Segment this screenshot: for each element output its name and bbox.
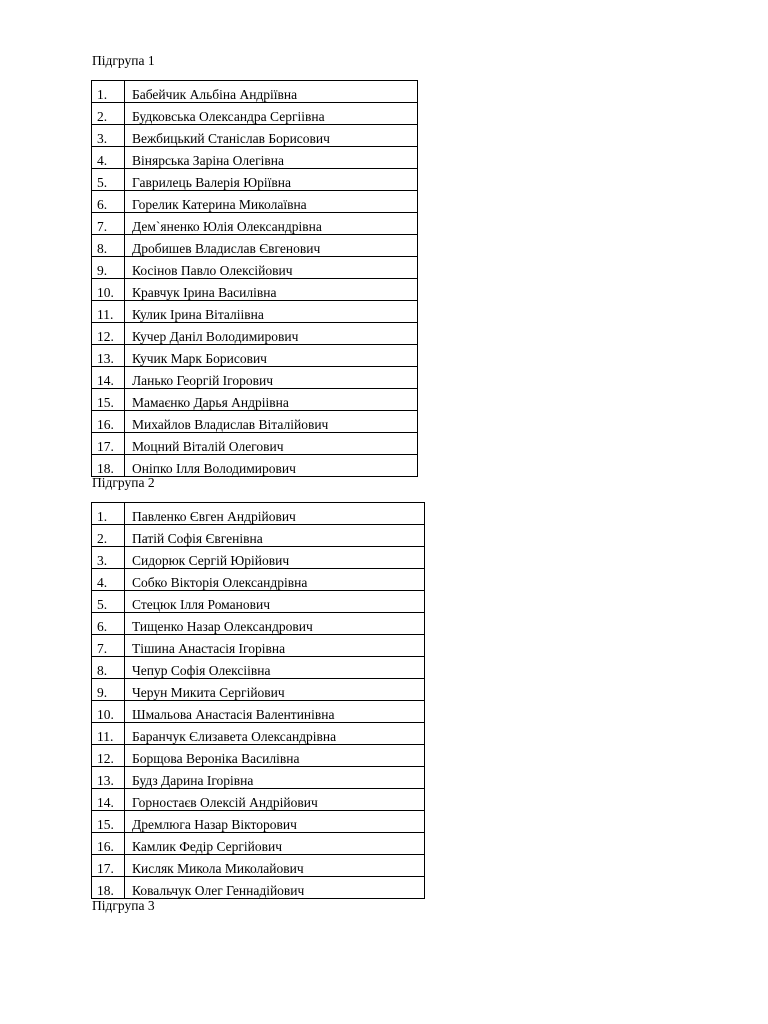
student-name: Мамаєнко Дарья Андріівна xyxy=(125,389,418,411)
row-number: 9. xyxy=(92,257,125,279)
row-number: 4. xyxy=(92,569,125,591)
table-row xyxy=(92,169,418,191)
student-name: Тищенко Назар Олександрович xyxy=(125,613,425,635)
student-name: Стецюк Ілля Романович xyxy=(125,591,425,613)
row-number: 14. xyxy=(92,789,125,811)
student-name: Кулик Ірина Віталіівна xyxy=(125,301,418,323)
table-row xyxy=(92,745,425,767)
row-number: 3. xyxy=(92,547,125,569)
table-row xyxy=(92,279,418,301)
table-row xyxy=(92,389,418,411)
row-number: 7. xyxy=(92,635,125,657)
table-row xyxy=(92,591,425,613)
row-number: 8. xyxy=(92,657,125,679)
student-name: Дробишев Владислав Євгенович xyxy=(125,235,418,257)
row-number: 6. xyxy=(92,191,125,213)
table-row xyxy=(92,81,418,103)
table-row xyxy=(92,191,418,213)
table-row xyxy=(92,635,425,657)
subgroup-1-heading: Підгрупа 1 xyxy=(92,53,155,68)
table-row xyxy=(92,855,425,877)
student-name: Павленко Євген Андрійович xyxy=(125,503,425,525)
student-name: Косінов Павло Олексійович xyxy=(125,257,418,279)
student-name: Тішина Анастасія Ігорівна xyxy=(125,635,425,657)
row-number: 7. xyxy=(92,213,125,235)
subgroup-1-rows xyxy=(92,81,418,477)
table-row xyxy=(92,833,425,855)
student-name: Горелик Катерина Миколаївна xyxy=(125,191,418,213)
table-row xyxy=(92,701,425,723)
table-row xyxy=(92,455,418,477)
table-row xyxy=(92,767,425,789)
table-row xyxy=(92,301,418,323)
student-name: Ланько Георгій Ігорович xyxy=(125,367,418,389)
student-name: Черун Микита Сергійович xyxy=(125,679,425,701)
student-name: Михайлов Владислав Віталійович xyxy=(125,411,418,433)
student-name: Шмальова Анастасія Валентинівна xyxy=(125,701,425,723)
row-number: 18. xyxy=(92,877,125,899)
table-row xyxy=(92,723,425,745)
row-number: 12. xyxy=(92,323,125,345)
subgroup-1-table xyxy=(91,80,418,477)
student-name: Оніпко Ілля Володимирович xyxy=(125,455,418,477)
row-number: 17. xyxy=(92,855,125,877)
student-name: Кисляк Микола Миколайович xyxy=(125,855,425,877)
row-number: 4. xyxy=(92,147,125,169)
table-row xyxy=(92,811,425,833)
student-name: Дремлюга Назар Вікторович xyxy=(125,811,425,833)
subgroup-2-rows xyxy=(92,503,425,899)
student-name: Вежбицький Станіслав Борисович xyxy=(125,125,418,147)
row-number: 18. xyxy=(92,455,125,477)
student-name: Бабейчик Альбіна Андріївна xyxy=(125,81,418,103)
table-row xyxy=(92,433,418,455)
table-row xyxy=(92,613,425,635)
row-number: 5. xyxy=(92,591,125,613)
student-name: Чепур Софія Олексіівна xyxy=(125,657,425,679)
table-row xyxy=(92,257,418,279)
table-row xyxy=(92,323,418,345)
table-row xyxy=(92,411,418,433)
row-number: 6. xyxy=(92,613,125,635)
subgroup-2-table xyxy=(91,502,425,899)
table-row xyxy=(92,367,418,389)
row-number: 10. xyxy=(92,701,125,723)
student-name: Кравчук Ірина Василівна xyxy=(125,279,418,301)
row-number: 17. xyxy=(92,433,125,455)
table-row xyxy=(92,525,425,547)
student-name: Будз Дарина Ігорівна xyxy=(125,767,425,789)
table-row xyxy=(92,503,425,525)
table-row xyxy=(92,345,418,367)
table-row xyxy=(92,789,425,811)
student-name: Ковальчук Олег Геннадійович xyxy=(125,877,425,899)
student-name: Вінярська Зарiна Олегівна xyxy=(125,147,418,169)
row-number: 5. xyxy=(92,169,125,191)
table-row xyxy=(92,103,418,125)
table-row xyxy=(92,147,418,169)
table-row xyxy=(92,569,425,591)
subgroup-2-heading: Підгрупа 2 xyxy=(92,475,155,490)
row-number: 12. xyxy=(92,745,125,767)
student-name: Кучер Даніл Володимирович xyxy=(125,323,418,345)
student-name: Горностаєв Олексій Андрійович xyxy=(125,789,425,811)
row-number: 2. xyxy=(92,103,125,125)
row-number: 16. xyxy=(92,411,125,433)
student-name: Собко Вікторія Олександрівна xyxy=(125,569,425,591)
row-number: 1. xyxy=(92,503,125,525)
row-number: 8. xyxy=(92,235,125,257)
table-row xyxy=(92,213,418,235)
table-row xyxy=(92,235,418,257)
table-row xyxy=(92,679,425,701)
student-name: Кучик Марк Борисович xyxy=(125,345,418,367)
table-row xyxy=(92,547,425,569)
row-number: 14. xyxy=(92,367,125,389)
table-row xyxy=(92,125,418,147)
student-name: Борщова Вероніка Василівна xyxy=(125,745,425,767)
student-name: Патій Софія Євгенівна xyxy=(125,525,425,547)
row-number: 16. xyxy=(92,833,125,855)
student-name: Сидорюк Сергій Юрійович xyxy=(125,547,425,569)
row-number: 3. xyxy=(92,125,125,147)
student-name: Гаврилець Валерія Юріївна xyxy=(125,169,418,191)
row-number: 1. xyxy=(92,81,125,103)
row-number: 2. xyxy=(92,525,125,547)
row-number: 13. xyxy=(92,345,125,367)
table-row xyxy=(92,657,425,679)
row-number: 11. xyxy=(92,723,125,745)
row-number: 15. xyxy=(92,811,125,833)
row-number: 9. xyxy=(92,679,125,701)
row-number: 13. xyxy=(92,767,125,789)
student-name: Дем`яненко Юлія Олександрівна xyxy=(125,213,418,235)
table-row xyxy=(92,877,425,899)
student-name: Камлик Федір Сергійович xyxy=(125,833,425,855)
student-name: Баранчук Єлизавета Олександрівна xyxy=(125,723,425,745)
row-number: 11. xyxy=(92,301,125,323)
student-name: Будковська Олександра Сергіівна xyxy=(125,103,418,125)
row-number: 15. xyxy=(92,389,125,411)
student-name: Моцний Віталій Олегович xyxy=(125,433,418,455)
subgroup-3-heading: Підгрупа 3 xyxy=(92,898,155,913)
row-number: 10. xyxy=(92,279,125,301)
